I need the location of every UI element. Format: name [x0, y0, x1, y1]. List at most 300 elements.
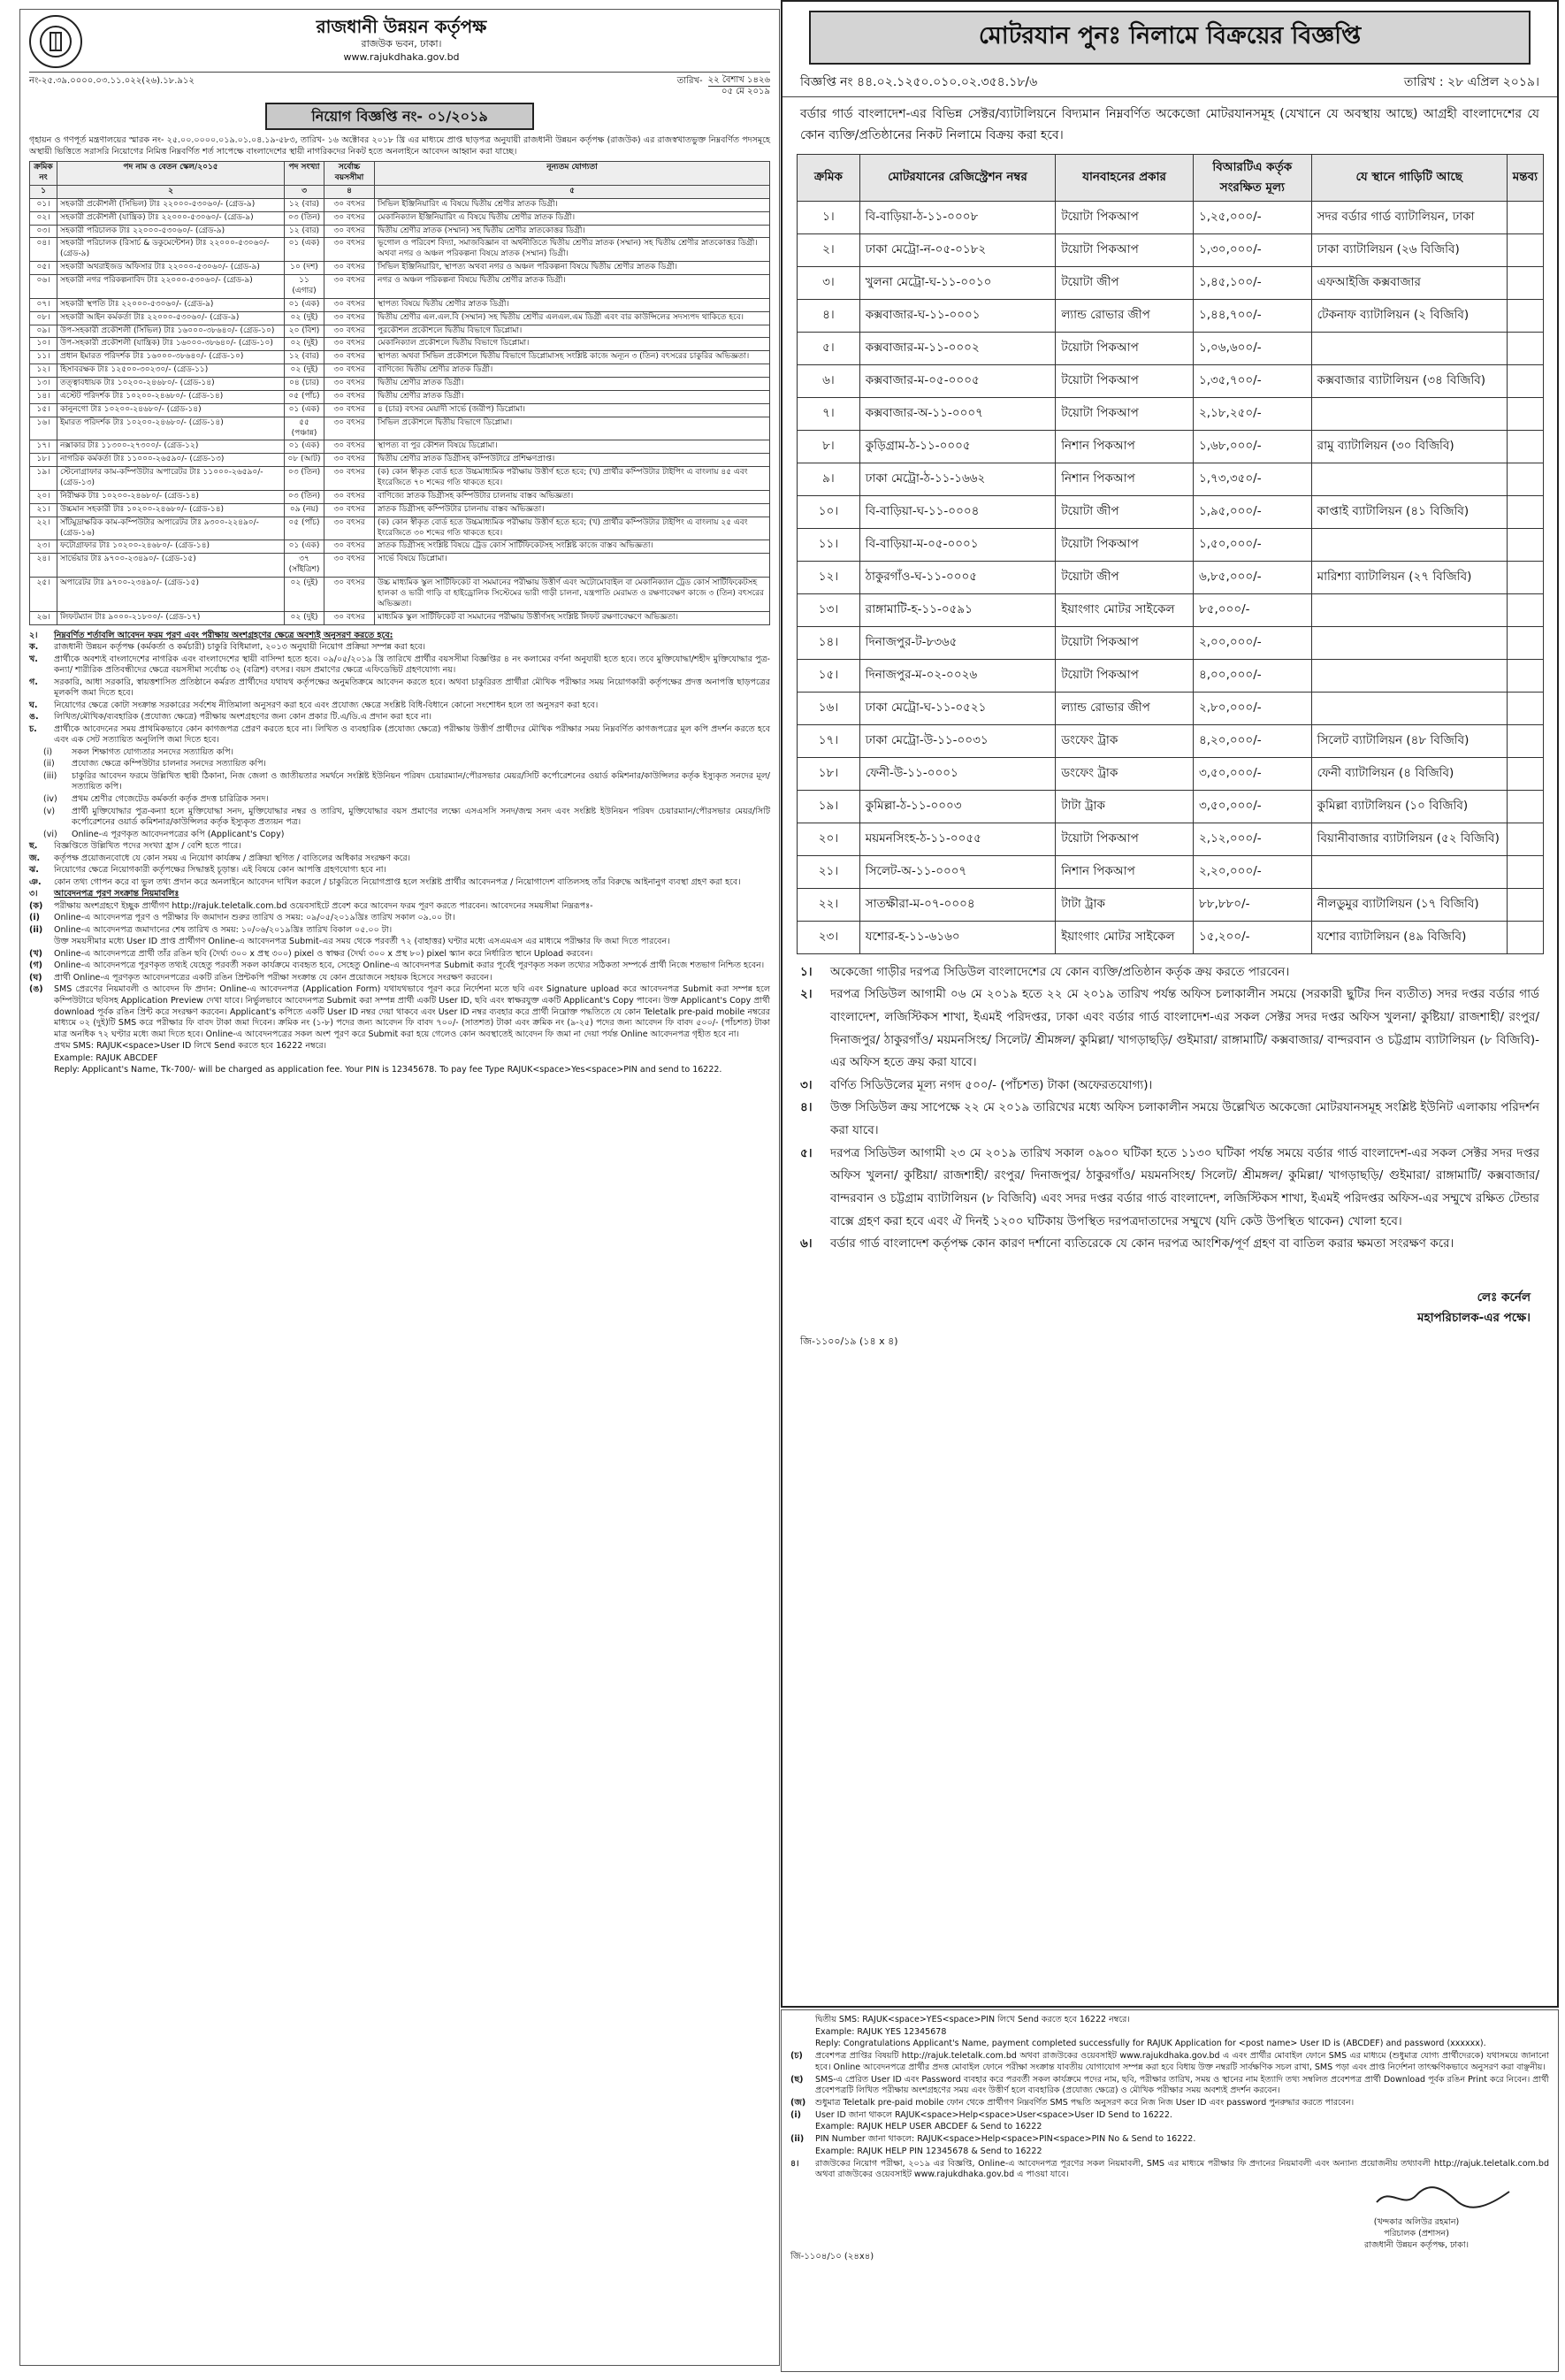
veh-registration: বি-বাড়িয়া-ম-০৫-০০০১: [859, 528, 1055, 561]
table-row: [798, 495, 1544, 528]
col-registration: মোটরযানের রেজিস্ট্রেশন নম্বর: [859, 154, 1055, 201]
job-post: অপারেটর টাঃ ৯৭০০-২৩৪৯০/- (গ্রেড-১৫): [57, 578, 285, 612]
item-marker: (i): [29, 913, 40, 923]
job-post: সার্ভেয়ার টাঃ ৯৭০০-২৩৪৯০/- (গ্রেড-১৫): [57, 554, 285, 578]
veh-location: [1311, 659, 1507, 692]
veh-remarks: [1507, 823, 1543, 855]
veh-location: সিলেট ব্যাটালিয়ন (৪৮ বিজিবি): [1311, 724, 1507, 757]
rajuk-notice-continuation: [781, 2009, 1559, 2372]
job-age: ৩০ বৎসর: [324, 275, 375, 299]
veh-registration: কুড়িগ্রাম-ঠ-১১-০০০৫: [859, 430, 1055, 463]
note-text: উক্ত সিডিউল ক্রয় সাপেক্ষে ২২ মে ২০১৯ তারিখের মধ্যে অফিস চলাকালীন সময়ে উল্লেখিত অকেজো মোটরযানসমূহ সংশ্লিষ্ট ইউনিট এলাকায় পরিদর্শন করা যাবে।: [830, 1100, 1539, 1138]
job-qualification: দ্বিতীয় শ্রেণীর স্নাতক (সম্মান) সহ দ্বিতীয় শ্রেণীর স্নাতকোত্তর ডিগ্রী।: [375, 225, 770, 238]
item-text: Online-এ আবেদনপত্রে পূরণকৃত তথ্যই যেহেতু পরবর্তী সকল কার্যক্রমে ব্যবহৃত হবে, সেহেতু Online-এ আবেদনপত্র Submit করার পূর্বেই পূরণকৃত সকল তথ্যের সঠিকতা সম্পর্কে প্রার্থী নিজে শতভাগ নিশ্চিত হবেন।: [54, 960, 765, 971]
table-row: [798, 855, 1544, 888]
veh-remarks: [1507, 888, 1543, 921]
table-row: [798, 430, 1544, 463]
veh-price: ১,৬৮,০০০/-: [1193, 430, 1311, 463]
table-row: [798, 332, 1544, 364]
job-post: সহকারী স্থপতি টাঃ ২২০০০-৫৩০৬০/- (গ্রেড-৯): [57, 298, 285, 311]
veh-registration: সাতক্ষীরা-ম-০৭-০০০৪: [859, 888, 1055, 921]
job-post: সহকারী আইন কর্মকর্তা টাঃ ২২০০০-৫৩০৬০/- (গ্রেড-৯): [57, 311, 285, 325]
list-item: [29, 853, 770, 865]
job-count: ০৮ (আট): [285, 454, 324, 467]
job-count: ০২ (দুই): [285, 578, 324, 612]
job-qualification: পুরকৌশল প্রকৌশলে দ্বিতীয় বিভাগে ডিপ্লোমা।: [375, 325, 770, 338]
job-serial: ১৮।: [30, 454, 57, 467]
veh-type: টাটা ট্রাক: [1056, 888, 1194, 921]
veh-location: [1311, 397, 1507, 430]
rajuk-logo-icon: [29, 15, 82, 68]
list-item: [790, 2039, 1549, 2050]
veh-serial: ২২।: [798, 888, 860, 921]
table-row: [30, 262, 770, 275]
auction-notes: [782, 954, 1557, 1263]
veh-location: এফআইজি কক্সবাজার: [1311, 266, 1507, 299]
subcol: ৫: [375, 185, 770, 198]
job-count: ০১ (এক): [285, 238, 324, 262]
veh-registration: যশোর-হ-১১-৬১৬০: [859, 921, 1055, 953]
job-age: ৩০ বৎসর: [324, 540, 375, 554]
veh-price: ১,৭৩,৩৫০/-: [1193, 463, 1311, 495]
item-text: Example: RAJUK ABCDEF: [54, 1052, 158, 1063]
item-marker: (ii): [29, 924, 43, 935]
veh-serial: ২০।: [798, 823, 860, 855]
note-text: দরপত্র সিডিউল আগামী ০৬ মে ২০১৯ হতে ২২ মে ২০১৯ তারিখ পর্যন্ত অফিস চলাকালীন সময়ে (সরকারী ছুটির দিন ব্যতীত) সদর দপ্তর বর্ডার গার্ড বাংলাদেশ, লজিস্টিকস শাখা, ইএমই পরিদপ্তর, ঢাকা এবং বর্ডার গার্ড বাংলাদেশ-এর সকল সেক্টর সদর দপ্তর অফিস খুলনা/ কুষ্টিয়া/ রাজশাহী/ রংপুর/ দিনাজপুর/ ঠাকুরগাঁও/ ময়মনসিংহ/ সিলেট/ শ্রীমঙ্গল/ কুমিল্লা/ খাগড়াছড়ি/ গুইমারা/ রাঙ্গামাটি/ কক্সবাজার/ বান্দরবান ও চট্টগ্রাম ব্যাটালিয়ন (৮ বিজিবি)-এর অফিস হতে ক্রয় করা যাবে।: [830, 987, 1539, 1070]
veh-location: সদর বর্ডার গার্ড ব্যাটালিয়ন, ঢাকা: [1311, 201, 1507, 233]
job-count: ১২ (বার): [285, 198, 324, 211]
item-text: প্রথম SMS: RAJUK<space>User ID লিখে Send করতে হবে 16222 নম্বরে।: [54, 1041, 327, 1052]
item-text: প্রার্থী মুক্তিযোদ্ধার পুত্র-কন্যা হলে মুক্তিযোদ্ধা সনদ, মুক্তিযোদ্ধার নম্বর ও তারিখ, মুক্তিযোদ্ধার বয়স প্রমাণের লক্ষ্যে এসএসসি সনদ/জন্ম সনদ এবং সংশ্লিষ্ট ইউনিয়ন পরিষদ চেয়ারম্যান/পৌরসভার মেয়র/সিটি কর্পোরেশনের ওয়ার্ড কমিশনার/কাউন্সিলর কর্তৃক ইস্যুকৃত প্রত্যয়ন পত্র।: [72, 806, 770, 828]
veh-remarks: [1507, 561, 1543, 593]
list-item: [29, 949, 770, 960]
item-text: কোন তথ্য গোপন করে বা ভুল তথ্য প্রদান করে অনলাইনে আবেদন দাখিল করলে / চাকুরিতে নিয়োগপ্রাপ্ত হলে সংশ্লিষ্ট প্রার্থীর আবেদনপত্র / নিয়োগাদেশ বাতিলসহ তাঁর বিরুদ্ধে আইনানুগ ব্যবস্থা গ্রহণ করা হবে।: [54, 876, 741, 887]
publication-code: জি-১১০৪/১০ (২৪x৪): [790, 2252, 874, 2262]
job-age: ৩০ বৎসর: [324, 440, 375, 454]
job-serial: ২২।: [30, 517, 57, 540]
list-item: [790, 2122, 1549, 2133]
table-row: [798, 561, 1544, 593]
signer-title: পরিচালক (প্রশাসন): [1384, 2228, 1449, 2238]
veh-serial: ১৮।: [798, 757, 860, 790]
list-item: [790, 2027, 1549, 2039]
item-marker: গ.: [29, 677, 38, 687]
job-serial: ১৭।: [30, 440, 57, 454]
job-age: ৩০ বৎসর: [324, 262, 375, 275]
list-item: [29, 759, 770, 770]
note-number: ৪।: [800, 1100, 813, 1115]
veh-price: ২,১৮,২৫০/-: [1193, 397, 1311, 430]
veh-type: ইয়াংগাং মোটর সাইকেল: [1056, 593, 1194, 626]
job-qualification: দ্বিতীয় শ্রেণীর এল.এল.বি (সম্মান) সহ দ্বিতীয় শ্রেণীর এলএল.এম ডিগ্রী এবং বার কাউন্সিলের সদস্যপদ থাকিতে হবে।: [375, 311, 770, 325]
veh-serial: ৭।: [798, 397, 860, 430]
veh-registration: ফেনী-উ-১১-০০০১: [859, 757, 1055, 790]
rajuk-recruitment-notice: [19, 9, 780, 2366]
item-marker: ছ.: [29, 841, 38, 852]
note-number: ৫।: [800, 1145, 813, 1160]
veh-location: টেকনাফ ব্যাটালিয়ন (২ বিজিবি): [1311, 299, 1507, 332]
note-number: ২।: [800, 987, 813, 1002]
veh-serial: ১৯।: [798, 790, 860, 823]
veh-remarks: [1507, 724, 1543, 757]
job-age: ৩০ বৎসর: [324, 467, 375, 491]
note-item: [800, 1097, 1539, 1142]
veh-location: [1311, 855, 1507, 888]
job-qualification: দ্বিতীয় শ্রেণীর স্নাতক ডিগ্রীসহ কম্পিউটারে প্রশিক্ষণপ্রাপ্ত।: [375, 454, 770, 467]
list-item: [29, 794, 770, 806]
job-serial: ১১।: [30, 351, 57, 364]
job-post: প্রধান ইমারত পরিদর্শক টাঃ ১৬০০০-৩৮৬৪০/- (গ্রেড-১০): [57, 351, 285, 364]
item-marker: ঝ.: [29, 865, 39, 876]
veh-remarks: [1507, 266, 1543, 299]
veh-serial: ১০।: [798, 495, 860, 528]
veh-price: ৬,৮৫,০০০/-: [1193, 561, 1311, 593]
list-item: [29, 642, 770, 654]
auction-date: তারিখ : ২৮ এপ্রিল ২০১৯।: [1403, 75, 1539, 89]
item-marker: ঞ.: [29, 876, 42, 887]
job-count: ০১ (এক): [285, 298, 324, 311]
veh-remarks: [1507, 201, 1543, 233]
col-reserve-price: বিআরটিএ কর্তৃক সংরক্ষিত মূল্য: [1193, 154, 1311, 201]
section-number: ২।: [29, 630, 38, 640]
item-marker: জ.: [29, 853, 41, 863]
col-serial: ক্রমিক: [798, 154, 860, 201]
veh-remarks: [1507, 463, 1543, 495]
list-item: [790, 2075, 1549, 2097]
veh-location: ফেনী ব্যাটালিয়ন (৪ বিজিবি): [1311, 757, 1507, 790]
job-age: ৩০ বৎসর: [324, 378, 375, 391]
veh-remarks: [1507, 855, 1543, 888]
auction-intro: বর্ডার গার্ড বাংলাদেশ-এর বিভিন্ন সেক্টর/ব্যাটালিয়নে বিদ্যমান নিম্নবর্ণিত অকেজো মোটরযানসমূহ (যেখানে যে অবস্থায় আছে) আগ্রহী বাংলাদেশের যে কোন ব্যক্তি/প্রতিষ্ঠানের নিকট নিলামে বিক্রয় করা হবে।: [800, 107, 1539, 142]
job-age: ৩০ বৎসর: [324, 503, 375, 517]
veh-serial: ১।: [798, 201, 860, 233]
item-marker: (ক): [29, 900, 43, 911]
job-serial: ১২।: [30, 364, 57, 378]
veh-price: ১,৪৪,৭০০/-: [1193, 299, 1311, 332]
table-row: [798, 266, 1544, 299]
veh-registration: ঢাকা মেট্রো-ঘ-১১-০৫২১: [859, 692, 1055, 724]
job-count: ০২ (দুই): [285, 611, 324, 624]
item-marker: ক.: [29, 642, 39, 653]
vehicle-auction-notice: [781, 0, 1559, 2008]
table-row: [798, 528, 1544, 561]
table-row: [30, 325, 770, 338]
job-qualification: (ক) কোন স্বীকৃত বোর্ড হতে উচ্চমাধ্যমিক পরীক্ষায় উত্তীর্ণ হতে হবে; (খ) প্রার্থীর কম্পিউটার টাইপিং এ বাংলায় ২৫ এবং ইংরেজিতে ৩০ শব্দের গতি থাকতে হবে।: [375, 517, 770, 540]
job-post: নক্সাকার টাঃ ১১৩০০-২৭৩০০/- (গ্রেড-১২): [57, 440, 285, 454]
list-item: [29, 724, 770, 746]
job-qualification: মাধ্যমিক স্কুল সার্টিফিকেট বা সমমানের পরীক্ষায় উত্তীর্ণসহ সংশ্লিষ্ট লিফট রক্ষণাবেক্ষণে অভিজ্ঞতা।: [375, 611, 770, 624]
job-qualification: সার্ভে বিষয়ে ডিপ্লোমা।: [375, 554, 770, 578]
note-number: ৬।: [800, 1236, 813, 1251]
job-post: এস্টেট পরিদর্শক টাঃ ১০২০০-২৪৬৮০/- (গ্রেড-১৪): [57, 390, 285, 403]
veh-serial: ৩।: [798, 266, 860, 299]
job-count: ০৫ (পাঁচ): [285, 517, 324, 540]
veh-type: ল্যান্ড রোভার জীপ: [1056, 299, 1194, 332]
intro-paragraph: গৃহায়ন ও গণপূর্ত মন্ত্রণালয়ের স্মারক নং- ২৫.০০.০০০০.০১৯.০১.০৪.১৯-৫৮৩, তারিখ- ১৬ অক্টোবর ২০১৮ খ্রি এর মাধ্যমে প্রাপ্ত ছাড়পত্র অনুযায়ী রাজধানী উন্নয়ন কর্তৃপক্ষ (রাজউক) এর রাজস্বখাতভুক্ত নিম্নবর্ণিত পদসমূহে অস্থায়ী ভিত্তিতে সরাসরি নিয়োগের নিমিত্ত নিম্নবর্ণিত শর্ত সাপেক্ষে বাংলাদেশের স্থায়ী নাগরিকদের নিকট হতে অনলাইনে আবেদন আহ্বান করা যাচ্ছে।: [29, 135, 770, 157]
job-count: ০৪ (চার): [285, 378, 324, 391]
table-row: [798, 921, 1544, 953]
subcol: ১: [30, 185, 57, 198]
veh-registration: ঢাকা মেট্রো-ঠ-১১-১৬৬২: [859, 463, 1055, 495]
table-row: [30, 378, 770, 391]
veh-price: ৪,২০,০০০/-: [1193, 724, 1311, 757]
item-text: রাজধানী উন্নয়ন কর্তৃপক্ষ (কর্মকর্তা ও কর্মচারী) চাকুরি বিধিমালা, ২০১৩ অনুযায়ী নিয়োগ প্রক্রিয়া সম্পন্ন করা হবে।: [54, 642, 426, 653]
table-row: [30, 554, 770, 578]
item-marker: (v): [43, 806, 56, 816]
veh-remarks: [1507, 921, 1543, 953]
job-post: তত্ত্বাবধায়ক টাঃ ১০২০০-২৪৬৮০/- (গ্রেড-১৪): [57, 378, 285, 391]
veh-location: রামু ব্যাটালিয়ন (৩০ বিজিবি): [1311, 430, 1507, 463]
table-row: [30, 517, 770, 540]
list-item: [790, 2147, 1549, 2158]
job-post: নিরীক্ষক টাঃ ১০২০০-২৪৬৮০/- (গ্রেড-১৪): [57, 490, 285, 503]
table-row: [30, 440, 770, 454]
job-qualification: (ক) কোন স্বীকৃত বোর্ড হতে উচ্চমাধ্যমিক পরীক্ষায় উত্তীর্ণ হতে হবে; (খ) প্রার্থীর কম্পিউটার টাইপিং এ বাংলায় ৪৫ এবং ইংরেজিতে ৭০ শব্দের গতি থাকতে হবে।: [375, 467, 770, 491]
veh-type: টয়োটা জীপ: [1056, 495, 1194, 528]
note-item: [800, 1233, 1539, 1256]
veh-registration: ঠাকুরগাঁও-ঘ-১১-০০০৫: [859, 561, 1055, 593]
item-marker: ঘ.: [29, 700, 38, 710]
item-marker: [790, 2122, 810, 2133]
item-text: নিয়োগের ক্ষেত্রে কোটা সংক্রান্ত সরকারের সর্বশেষ নীতিমালা অনুসরণ করা হবে এবং প্রযোজ্য ক্ষেত্রে সংশ্লিষ্ট বিধি-বিধানে কোনো সংশোধন হলে তা অনুসরণ করা হবে।: [54, 700, 599, 710]
veh-type: টয়োটা জীপ: [1056, 561, 1194, 593]
item-marker: (চ): [790, 2051, 803, 2062]
job-qualification: সিভিল ইঞ্জিনিয়ারিং এ বিষয়ে দ্বিতীয় শ্রেণীর স্নাতক ডিগ্রী।: [375, 198, 770, 211]
job-post: উপ-সহকারী প্রকৌশলী (সিভিল) টাঃ ১৬০০০-৩৮৬৪০/- (গ্রেড-১০): [57, 325, 285, 338]
table-row: [798, 233, 1544, 266]
item-marker: (ii): [790, 2134, 805, 2145]
job-serial: ২৬।: [30, 611, 57, 624]
job-qualification: মেকানিক্যাল ইঞ্জিনিয়ারিং এ বিষয়ে দ্বিতীয় শ্রেণীর স্নাতক ডিগ্রী।: [375, 211, 770, 225]
job-age: ৩০ বৎসর: [324, 490, 375, 503]
list-item: [29, 1041, 770, 1052]
veh-remarks: [1507, 626, 1543, 659]
col-location: যে স্থানে গাড়িটি আছে: [1311, 154, 1507, 201]
veh-type: টাটা ট্রাক: [1056, 790, 1194, 823]
job-age: ৩০ বৎসর: [324, 611, 375, 624]
table-row: [798, 724, 1544, 757]
job-qualification: নগর ও অঞ্চল পরিকল্পনা বিষয়ে দ্বিতীয় শ্রেণীর স্নাতক ডিগ্রী।: [375, 275, 770, 299]
org-website: www.rajukdhaka.gov.bd: [343, 50, 460, 63]
item-marker: [29, 1041, 49, 1052]
veh-remarks: [1507, 692, 1543, 724]
table-row: [30, 211, 770, 225]
item-text: শুধুমাত্র Teletalk pre-paid mobile ফোন থেকে প্রার্থীগণ নিম্নবর্ণিত SMS পদ্ধতি অনুসরণ করে নিজ নিজ User ID এবং password পুনরুদ্ধার করতে পারবেন।: [815, 2098, 1355, 2108]
veh-location: যশোর ব্যাটালিয়ন (৪৯ বিজিবি): [1311, 921, 1507, 953]
item-text: PIN Number জানা থাকলে: RAJUK<space>Help<space>PIN<space>PIN No & Send to 16222.: [815, 2134, 1196, 2145]
table-row: [30, 454, 770, 467]
job-serial: ০৬।: [30, 275, 57, 299]
list-item: [29, 747, 770, 759]
job-serial: ১৯।: [30, 467, 57, 491]
job-post: হিসাবরক্ষক টাঃ ১২৫০০-৩০২৩০/- (গ্রেড-১১): [57, 364, 285, 378]
table-row: [798, 299, 1544, 332]
job-qualification: ৪ (চার) বৎসর মেয়াদী সার্ভে (জরীপ) ডিপ্লোমা।: [375, 403, 770, 417]
table-row: [30, 298, 770, 311]
table-row: [30, 275, 770, 299]
veh-location: বিয়ানীবাজার ব্যাটালিয়ন (৫২ বিজিবি): [1311, 823, 1507, 855]
veh-price: ২,২০,০০০/-: [1193, 855, 1311, 888]
job-count: ০২ (দুই): [285, 338, 324, 351]
veh-location: কুমিল্লা ব্যাটালিয়ন (১০ বিজিবি): [1311, 790, 1507, 823]
table-row: [30, 225, 770, 238]
table-row: [798, 364, 1544, 397]
job-post: সহকারী প্রকৌশলী (সিভিল) টাঃ ২২০০০-৫৩০৬০/- (গ্রেড-৯): [57, 198, 285, 211]
veh-registration: খুলনা মেট্রো-ঘ-১১-০০১০: [859, 266, 1055, 299]
veh-remarks: [1507, 233, 1543, 266]
table-row: [30, 503, 770, 517]
veh-registration: ঢাকা মেট্রো-উ-১১-০০৩১: [859, 724, 1055, 757]
veh-registration: রাঙ্গামাটি-হ-১১-০৫৯১: [859, 593, 1055, 626]
item-text: সরকারি, আধা সরকারি, স্বায়ত্তশাসিত প্রতিষ্ঠানে কর্মরত প্রার্থীদের যথাযথ কর্তৃপক্ষের অনুমতিক্রমে আবেদন করতে হবে। অথবা চাকুরিরত প্রার্থীরা মৌখিক পরীক্ষার সময় নিয়োগকারী কর্তৃপক্ষের প্রদত্ত অনাপত্তি ছাড়পত্রের মূলকপি জমা দিতে হবে।: [54, 677, 770, 699]
item-text: দ্বিতীয় SMS: RAJUK<space>YES<space>PIN লিখে Send করতে হবে 16222 নম্বরে।: [815, 2015, 1130, 2024]
job-age: ৩০ বৎসর: [324, 225, 375, 238]
job-serial: ০৫।: [30, 262, 57, 275]
job-count: ০৩ (তিন): [285, 490, 324, 503]
veh-serial: ১৩।: [798, 593, 860, 626]
job-qualification: সিভিল প্রকৌশলে দ্বিতীয় বিভাগে ডিপ্লোমা।: [375, 417, 770, 440]
item-text: Example: RAJUK HELP PIN 12345678 & Send to 16222: [815, 2146, 1042, 2156]
jobs-table: [29, 161, 770, 624]
table-row: [30, 467, 770, 491]
job-post: উচ্চমান সহকারী টাঃ ১০২০০-২৪৬৮০/- (গ্রেড-১৪): [57, 503, 285, 517]
job-age: ৩০ বৎসর: [324, 417, 375, 440]
veh-price: ১,৩৫,৭০০/-: [1193, 364, 1311, 397]
job-serial: ২০।: [30, 490, 57, 503]
section-title: আবেদনপত্র পূরণ সংক্রান্ত নিয়মাবলিঃ: [54, 889, 179, 899]
veh-serial: ১৪।: [798, 626, 860, 659]
veh-price: ২,৮০,০০০/-: [1193, 692, 1311, 724]
job-count: ০৩ (তিন): [285, 211, 324, 225]
item-text: কর্তৃপক্ষ প্রয়োজনবোধে যে কোন সময় এ নিয়োগ কার্যক্রম / প্রক্রিয়া স্থগিত / বাতিলের অধিকার সংরক্ষণ করে।: [54, 853, 411, 863]
job-serial: ০৭।: [30, 298, 57, 311]
note-item: [800, 1075, 1539, 1098]
list-item: [790, 2110, 1549, 2122]
item-text: সকল শিক্ষাগত যোগ্যতার সনদের সত্যায়িত কপি।: [72, 746, 233, 757]
veh-location: [1311, 692, 1507, 724]
job-serial: ০৯।: [30, 325, 57, 338]
col-serial: ক্রমিক নং: [30, 162, 57, 186]
signer-org: রাজধানী উন্নয়ন কর্তৃপক্ষ, ঢাকা।: [1364, 2239, 1469, 2250]
job-serial: ০২।: [30, 211, 57, 225]
subcol: ৪: [324, 185, 375, 198]
veh-serial: ১২।: [798, 561, 860, 593]
job-count: ৫৫ (পঞ্চান্ন): [285, 417, 324, 440]
veh-price: ১৫,২০০/-: [1193, 921, 1311, 953]
table-row: [798, 397, 1544, 430]
item-marker: [790, 2147, 810, 2158]
list-item: [29, 841, 770, 853]
job-serial: ২৫।: [30, 578, 57, 612]
veh-type: ডংফেং ট্রাক: [1056, 724, 1194, 757]
item-marker: (i): [43, 746, 53, 757]
job-serial: ১৪।: [30, 390, 57, 403]
job-post: সহকারী পরিচালক (রিসার্চ & ডকুমেন্টেশন) টাঃ ২২০০০-৫৩০৬০/- (গ্রেড-৯): [57, 238, 285, 262]
item-marker: (ছ): [790, 2074, 804, 2085]
veh-type: ডংফেং ট্রাক: [1056, 757, 1194, 790]
veh-type: টয়োটা পিকআপ: [1056, 233, 1194, 266]
veh-price: ২,০০,০০০/-: [1193, 626, 1311, 659]
table-row: [798, 463, 1544, 495]
list-item: [29, 807, 770, 829]
list-item: [29, 973, 770, 984]
item-marker: (জ): [790, 2098, 806, 2108]
job-qualification: স্থাপত্য বিষয়ে দ্বিতীয় শ্রেণীর স্নাতক ডিগ্রী।: [375, 298, 770, 311]
item-text: প্রযোজ্য ক্ষেত্রে কম্পিউটার চালনার সনদের সত্যায়িত কপি।: [72, 759, 266, 769]
veh-type: টয়োটা পিকআপ: [1056, 528, 1194, 561]
veh-serial: ১৬।: [798, 692, 860, 724]
signer-name: (খন্দকার অলিউর রহমান): [1373, 2217, 1460, 2228]
list-item: [29, 960, 770, 972]
col-vehicle-type: যানবাহনের প্রকার: [1056, 154, 1194, 201]
job-count: ০১ (এক): [285, 540, 324, 554]
veh-serial: ২।: [798, 233, 860, 266]
veh-serial: ২১।: [798, 855, 860, 888]
table-row: [30, 540, 770, 554]
veh-registration: কক্সবাজার-ম-১১-০০০২: [859, 332, 1055, 364]
item-text: প্রার্থীকে অবশ্যই বাংলাদেশের নাগরিক এবং বাংলাদেশের স্থায়ী বাসিন্দা হতে হবে। ০৯/০৫/২০১৯ খ্রি তারিখে প্রার্থীর বয়সসীমা বিজ্ঞপ্তির ৪ নং কলামের বর্ণনা অনুযায়ী হতে হবে। তবে মুক্তিযোদ্ধা/শহীদ মুক্তিযোদ্ধার পুত্র-কন্যা/ শারীরিক প্রতিবন্ধীদের ক্ষেত্রে বয়সসীমা সর্বোচ্চ ৩২ (বত্রিশ) বৎসর। বয়স প্রমাণের ক্ষেত্রে এফিডেভিট গ্রহণযোগ্য নয়।: [54, 654, 770, 676]
note-text: দরপত্র সিডিউল আগামী ২৩ মে ২০১৯ তারিখ সকাল ০৯০০ ঘটিকা হতে ১১৩০ ঘটিকা পর্যন্ত সময়ে বর্ডার গার্ড বাংলাদেশ-এর সকল সেক্টর সদর দপ্তর অফিস খুলনা/ কুষ্টিয়া/ রাজশাহী/ রংপুর/ দিনাজপুর/ ঠাকুরগাঁও/ ময়মনসিংহ/ সিলেট/ শ্রীমঙ্গল/ কুমিল্লা/ খাগড়াছড়ি/ গুইমারা/ রাঙ্গামাটি/ কক্সবাজার/ বান্দরবান ও চট্টগ্রাম ব্যাটালিয়ন (৮ বিজিবি) এবং সদর দপ্তর বর্ডার গার্ড বাংলাদেশ, লজিস্টিকস শাখা, ইএমই পরিদপ্তর অফিস-এর সম্মুখে রক্ষিত টেন্ডার বাক্সে গ্রহণ করা হবে এবং ঐ দিনই ১২০০ ঘটিকায় উপস্থিত দরপত্রদাতাদের সম্মুখে (যদি কেউ উপস্থিত থাকেন) খোলা হবে।: [830, 1145, 1539, 1228]
jobs-table-header: [30, 162, 770, 186]
item-marker: চ.: [29, 723, 37, 734]
job-age: ৩০ বৎসর: [324, 517, 375, 540]
veh-location: মারিশ্যা ব্যাটালিয়ন (২৭ বিজিবি): [1311, 561, 1507, 593]
item-marker: (খ): [29, 948, 42, 959]
veh-location: ঢাকা ব্যাটালিয়ন (২৬ বিজিবি): [1311, 233, 1507, 266]
item-marker: (ঘ): [29, 972, 42, 983]
job-qualification: স্থাপত্য বা পুর কৌশল বিষয়ে ডিপ্লোমা।: [375, 440, 770, 454]
veh-location: কক্সবাজার ব্যাটালিয়ন (৩৪ বিজিবি): [1311, 364, 1507, 397]
vehicle-table: [797, 154, 1544, 954]
table-row: [30, 338, 770, 351]
job-age: ৩০ বৎসর: [324, 198, 375, 211]
job-count: ১১ (এগার): [285, 275, 324, 299]
job-age: ৩০ বৎসর: [324, 454, 375, 467]
list-item: [29, 700, 770, 712]
veh-type: টয়োটা পিকআপ: [1056, 397, 1194, 430]
veh-price: ১,২৫,০০০/-: [1193, 201, 1311, 233]
job-qualification: স্থাপত্য অথবা সিভিল প্রকৌশলে দ্বিতীয় বিভাগে ডিপ্লোমাসহ সংশ্লিষ্ট কাজে অন্যূন ৩ (তিন) বৎসরের চাকুরির অভিজ্ঞতা।: [375, 351, 770, 364]
table-row: [798, 888, 1544, 921]
veh-type: টয়োটা পিকআপ: [1056, 364, 1194, 397]
job-age: ৩০ বৎসর: [324, 351, 375, 364]
item-marker: ঙ.: [29, 712, 39, 723]
job-serial: ০৪।: [30, 238, 57, 262]
job-post: সহকারী প্রকৌশলী (যান্ত্রিক) টাঃ ২২০০০-৫৩০৬০/- (গ্রেড-৯): [57, 211, 285, 225]
veh-type: টয়োটা পিকআপ: [1056, 823, 1194, 855]
item-text: Online-এ আবেদনপত্র পূরণ ও পরীক্ষার ফি জমাদান শুরুর তারিখ ও সময়: ০৯/০৫/২০১৯খ্রিঃ তারিখ সকাল ০৯.০০ টা।: [54, 913, 455, 923]
job-qualification: বাণিজ্যে স্নাতক ডিগ্রীসহ কম্পিউটার চালনায় বাস্তব অভিজ্ঞতা।: [375, 490, 770, 503]
job-count: ১২ (বার): [285, 225, 324, 238]
list-item: [29, 937, 770, 948]
item-text: Reply: Applicant's Name, Tk-700/- will be charged as application fee. Your PIN is 12345678. To pay fee Type RAJUK<space>Yes<space>PIN and send to 16222.: [54, 1065, 722, 1075]
job-post: সাঁটমুদ্রাক্ষরিক কাম-কম্পিউটার অপারেটর টাঃ ৯৩০০-২২৪৯০/- (গ্রেড-১৬): [57, 517, 285, 540]
veh-price: ৩,৫০,০০০/-: [1193, 790, 1311, 823]
veh-remarks: [1507, 397, 1543, 430]
publication-code: জি-১১০০/১৯ (১৪ x ৪): [800, 1335, 898, 1347]
veh-remarks: [1507, 495, 1543, 528]
list-item: [790, 2015, 1549, 2026]
note-text: বর্ডার গার্ড বাংলাদেশ কর্তৃপক্ষ কোন কারণ দর্শানো ব্যতিরেকে যে কোন দরপত্র আংশিক/পূর্ণ গ্রহণ বা বাতিল করার ক্ষমতা সংরক্ষণ করে।: [830, 1236, 1454, 1251]
veh-location: কাপ্তাই ব্যাটালিয়ন (৪১ বিজিবি): [1311, 495, 1507, 528]
job-count: ৩৭ (সাঁইত্রিশ): [285, 554, 324, 578]
list-item: [29, 677, 770, 700]
item-marker: (ঙ): [29, 984, 43, 995]
item-text: উক্ত সময়সীমার মধ্যে User ID প্রাপ্ত প্রার্থীগণ Online-এ আবেদনপত্র Submit-এর সময় থেকে পরবর্তী ৭২ (বাহাত্তর) ঘণ্টার মধ্যে এসএমএস এর মাধ্যমে পরীক্ষার ফি জমা দিতে পারবেন।: [54, 937, 670, 947]
item-text: প্রার্থী Online-এ পূরণকৃত আবেদনপত্রের একটি রঙিন প্রিন্টকপি পরীক্ষা সংক্রান্ত যে কোন প্রয়োজনে সহায়ক হিসেবে সংরক্ষণ করবেন।: [54, 972, 492, 983]
veh-type: টয়োটা পিকআপ: [1056, 332, 1194, 364]
item-text: Online-এ আবেদনপত্র জমাদানের শেষ তারিখ ও সময়: ১০/০৬/২০১৯খ্রিঃ তারিখ বিকাল ০৫.০০ টা।: [54, 924, 393, 935]
